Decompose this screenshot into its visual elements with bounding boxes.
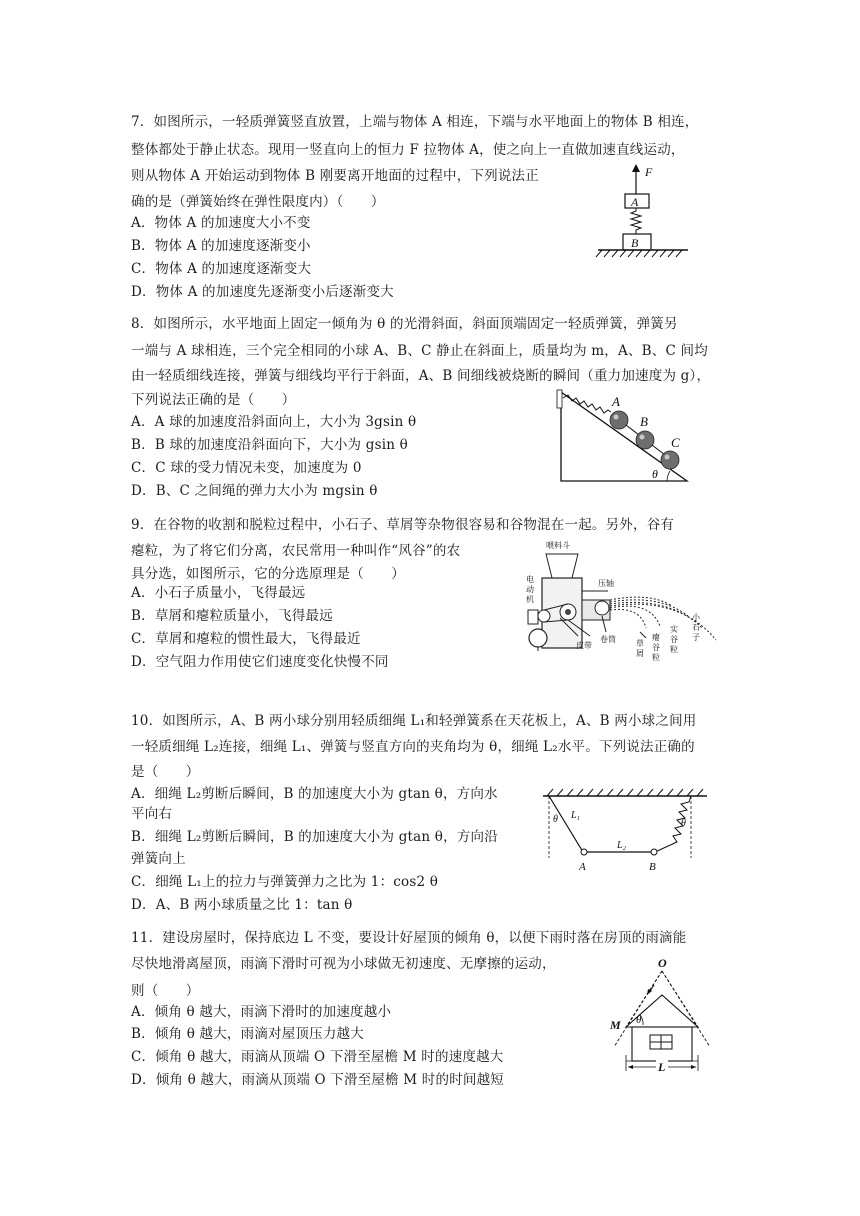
q10-label-b: B (649, 861, 656, 873)
q8-label-theta: θ (652, 467, 658, 481)
q8-stem-line-2: 一端与 A 球相连，三个完全相同的小球 A、B、C 静止在斜面上，质量均为 m，A、B、C 间均 (131, 343, 708, 359)
svg-text:谷: 谷 (670, 635, 678, 644)
q10-label-theta-right: θ (681, 818, 686, 829)
q7-option-c: C．物体 A 的加速度逐渐变大 (131, 261, 312, 277)
svg-text:瘪: 瘪 (652, 633, 660, 642)
q10-label-a: A (579, 861, 586, 873)
q10-option-a-line-2: 平向右 (131, 806, 173, 822)
q11-label-m: M (610, 1018, 621, 1032)
q9-option-d: D．空气阻力作用使它们速度变化快慢不同 (131, 654, 389, 670)
q8-option-b: B．B 球的加速度沿斜面向下，大小为 gsin θ (131, 437, 408, 453)
q7-stem-line-2: 整体都处于静止状态。现用一竖直向上的恒力 F 拉物体 A，使之向上一直做加速直线运动， (131, 142, 685, 158)
q7-label-b: B (631, 236, 639, 250)
q10-stem-line-1: 10．如图所示，A、B 两小球分别用轻质细绳 L₁和轻弹簧系在天花板上，A、B 两小球之间用 (131, 713, 697, 729)
q9-stem-line-1: 9．在谷物的收割和脱粒过程中，小石子、草屑等杂物很容易和谷物混在一起。另外，谷有 (131, 517, 675, 533)
svg-text:子: 子 (692, 633, 700, 642)
svg-text:动: 动 (526, 585, 534, 594)
q10-option-c: C．细绳 L₁上的拉力与弹簧弹力之比为 1：cos2 θ (131, 874, 439, 890)
q8-option-c: C．C 球的受力情况未变，加速度为 0 (131, 460, 362, 476)
q9-option-c: C．草屑和瘪粒的惯性最大，飞得最近 (131, 631, 361, 647)
q7-label-f: F (645, 165, 653, 179)
q11-option-a: A．倾角 θ 越大，雨滴下滑时的加速度越小 (131, 1004, 392, 1020)
q8-option-a: A．A 球的加速度沿斜面向上，大小为 3gsin θ (131, 414, 417, 430)
q7-stem-line-4: 确的是（弹簧始终在弹性限度内）（ ） (131, 194, 385, 210)
q11-option-d: D．倾角 θ 越大，雨滴从顶端 O 下滑至屋檐 M 时的时间越短 (131, 1072, 504, 1088)
svg-text:小: 小 (692, 613, 700, 622)
q7-option-d: D．物体 A 的加速度先逐渐变小后逐渐变大 (131, 284, 394, 300)
svg-text:屑: 屑 (636, 649, 644, 658)
q11-option-c: C．倾角 θ 越大，雨滴从顶端 O 下滑至屋檐 M 时的速度越大 (131, 1049, 504, 1065)
svg-text:电: 电 (526, 575, 534, 584)
q7-option-b: B．物体 A 的加速度逐渐变小 (131, 238, 311, 254)
q10-label-l2: L₂ (617, 840, 627, 851)
svg-text:谷: 谷 (652, 643, 660, 652)
q11-option-b: B．倾角 θ 越大，雨滴对屋顶压力越大 (131, 1026, 364, 1042)
q10-option-b-line-1: B．细绳 L₂剪断后瞬间，B 的加速度大小为 gtan θ，方向沿 (131, 829, 498, 845)
q7-option-a: A．物体 A 的加速度大小不变 (131, 215, 311, 231)
svg-text:草: 草 (636, 639, 644, 648)
q8-stem-line-1: 8．如图所示，水平地面上固定一倾角为 θ 的光滑斜面，斜面顶端固定一轻质弹簧，弹簧另 (131, 316, 678, 332)
q8-option-d: D．B、C 之间绳的弹力大小为 mgsin θ (131, 483, 378, 499)
q9-label-shrivelled (652, 632, 660, 662)
q8-incline-figure (555, 386, 695, 486)
svg-text:粒: 粒 (652, 653, 660, 662)
q8-label-a: A (612, 394, 620, 409)
q9-stem-line-3: 具分选，如图所示，它的分选原理是（ ） (131, 566, 405, 582)
q9-option-b: B．草屑和瘪粒质量小，飞得最远 (131, 608, 333, 624)
q9-label-roller: 压轴 (598, 579, 614, 588)
q8-stem-line-4: 下列说法正确的是（ ） (131, 392, 296, 408)
q10-rope-spring-figure (535, 786, 715, 878)
q10-label-l1: L₁ (571, 810, 581, 821)
q7-spring-blocks-figure (590, 160, 700, 270)
q9-label-belt: 皮带 (576, 641, 592, 650)
q11-house-roof-figure (606, 955, 716, 1075)
svg-text:实: 实 (670, 625, 678, 634)
q10-option-d: D．A、B 两小球质量之比 1：tan θ (131, 897, 353, 913)
q10-option-a-line-1: A．细绳 L₂剪断后瞬间，B 的加速度大小为 gtan θ，方向水 (131, 786, 498, 802)
q11-stem-line-2: 尽快地滑离屋顶，雨滴下滑时可视为小球做无初速度、无摩擦的运动， (131, 956, 556, 972)
q8-label-b: B (640, 414, 648, 429)
svg-text:粒: 粒 (670, 645, 678, 654)
q11-label-theta: θ (636, 1014, 642, 1026)
q9-winnowing-machine-figure (520, 536, 720, 676)
q10-option-b-line-2: 弹簧向上 (131, 851, 186, 867)
q8-stem-line-3: 由一轻质细线连接，弹簧与细线均平行于斜面，A、B 间细线被烧断的瞬间（重力加速度为 g）， (131, 368, 711, 384)
q9-label-grain (670, 624, 678, 654)
q11-stem-line-3: 则（ ） (131, 983, 200, 999)
q9-label-drum: 卷筒 (600, 635, 616, 644)
q9-label-motor (526, 574, 534, 604)
q10-stem-line-3: 是（ ） (131, 764, 200, 780)
q11-label-o: O (658, 956, 667, 970)
q9-option-a: A．小石子质量小，飞得最远 (131, 585, 306, 601)
q9-label-hopper: 喂料斗 (546, 541, 570, 550)
q9-label-straw (636, 638, 644, 658)
svg-text:机: 机 (526, 595, 534, 604)
q11-stem-line-1: 11．建设房屋时，保持底边 L 不变，要设计好屋顶的倾角 θ，以便下雨时落在房顶的雨滴能 (131, 930, 687, 946)
q7-stem-line-3: 则从物体 A 开始运动到物体 B 刚要离开地面的过程中，下列说法正 (131, 168, 539, 184)
svg-text:石: 石 (692, 623, 700, 632)
q9-label-stone (692, 612, 701, 642)
q7-stem-line-1: 7．如图所示，一轻质弹簧竖直放置，上端与物体 A 相连，下端与水平地面上的物体 B 相连， (131, 114, 699, 130)
q11-label-l: L (658, 1060, 666, 1074)
q9-stem-line-2: 瘪粒，为了将它们分离，农民常用一种叫作“风谷”的农 (131, 543, 461, 559)
q7-label-a: A (631, 195, 639, 209)
q10-stem-line-2: 一轻质细绳 L₂连接，细绳 L₁、弹簧与竖直方向的夹角均为 θ，细绳 L₂水平。下列说法正确的 (131, 739, 695, 755)
q10-label-theta-left: θ (553, 814, 558, 825)
q8-label-c: C (671, 435, 680, 450)
